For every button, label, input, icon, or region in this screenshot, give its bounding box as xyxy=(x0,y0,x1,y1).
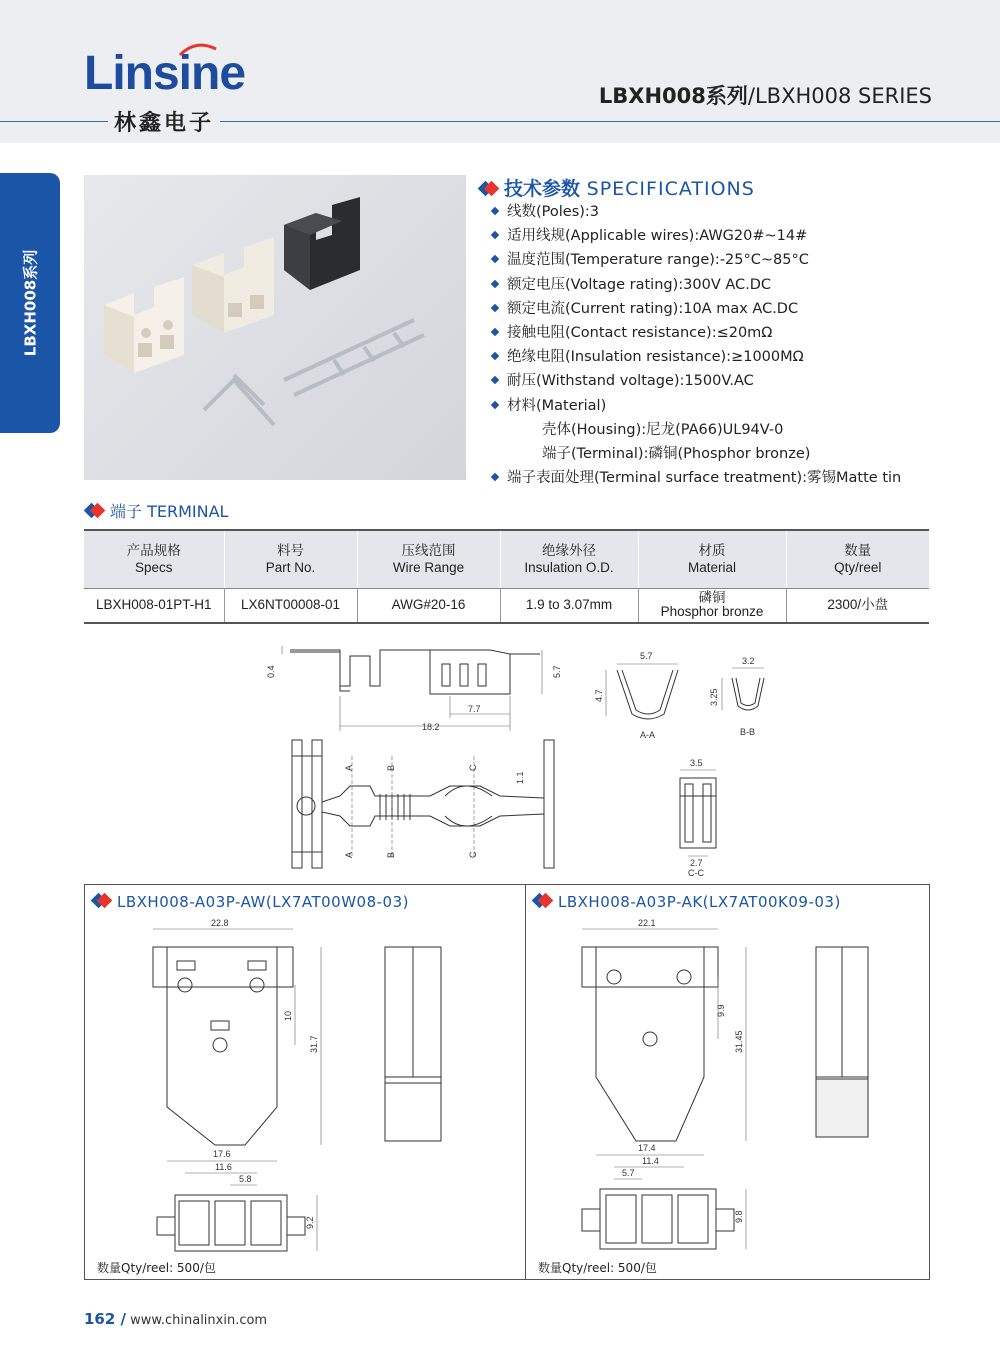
spec-poles: 线数(Poles):3 xyxy=(507,204,600,220)
spec-material: 材料(Material) xyxy=(507,397,607,414)
side-tab-label: LBXH008系列 xyxy=(21,249,40,357)
dim-ak-width: 22.1 xyxy=(638,918,656,928)
bullet-icon xyxy=(491,255,499,263)
dim-aw-pin-pitch: 5.8 xyxy=(239,1174,252,1184)
cell-material: 磷铜 Phosphor bronze xyxy=(638,588,786,623)
housing-ak-qty: 数量Qty/reel: 500/包 xyxy=(538,1261,657,1275)
bullet-icon xyxy=(491,207,499,215)
terminal-table xyxy=(84,529,929,624)
spec-item xyxy=(492,466,901,490)
column-header: 料号 Part No. xyxy=(224,530,357,588)
terminal-title: 端子 TERMINAL xyxy=(110,502,229,521)
specifications-title-en: SPECIFICATIONS xyxy=(586,178,755,200)
dim-ak-depth: 9.8 xyxy=(734,1210,744,1223)
page-header xyxy=(0,0,1000,143)
housing-aw-drawing xyxy=(135,917,465,1255)
dim-aw-bottom-width: 17.6 xyxy=(213,1149,231,1159)
footer-slash: / xyxy=(115,1310,127,1328)
dim-cc-width: 3.5 xyxy=(690,758,703,768)
diamond-bullet-icon xyxy=(93,894,111,908)
label-aa: A-A xyxy=(640,730,656,740)
column-header: 压线范围 Wire Range xyxy=(357,530,500,588)
dim-aw-depth: 9.2 xyxy=(305,1216,315,1229)
spec-item xyxy=(492,248,901,272)
label-c-bottom: C xyxy=(468,851,478,858)
bullet-icon xyxy=(491,231,499,239)
terminal-heading xyxy=(86,499,228,522)
footer-url[interactable]: www.chinalinxin.com xyxy=(130,1313,268,1328)
cell-wire-range: AWG#20-16 xyxy=(357,588,500,623)
product-photo xyxy=(84,175,466,480)
series-title-main: LBXH008系列 xyxy=(598,84,748,108)
spec-item xyxy=(492,321,901,345)
housing-aw-qty: 数量Qty/reel: 500/包 xyxy=(97,1261,216,1275)
spec-insulation-resistance: 绝缘电阻(Insulation resistance):≥1000MΩ xyxy=(507,349,804,366)
series-title-sub: /LBXH008 SERIES xyxy=(747,84,932,108)
dim-1-1: 1.1 xyxy=(515,771,525,784)
logo-chinese: 林鑫电子 xyxy=(108,106,220,137)
dim-ak-hole: 9.9 xyxy=(716,1004,726,1017)
dim-aw-hole: 10 xyxy=(283,1010,293,1021)
bullet-icon xyxy=(491,279,499,287)
diamond-bullet-icon xyxy=(534,894,552,908)
label-c-top: C xyxy=(468,764,478,771)
housing-ak-drawing xyxy=(566,917,896,1255)
spec-wires: 适用线规(Applicable wires):AWG20#~14# xyxy=(507,228,808,245)
side-series-tab xyxy=(0,173,60,433)
dim-ak-pin-pitch: 5.7 xyxy=(622,1168,635,1178)
white-housing-image-2 xyxy=(192,237,274,333)
spec-sub-item xyxy=(492,418,901,442)
bullet-icon xyxy=(491,376,499,384)
terminal-top-drawing xyxy=(280,736,570,876)
spec-withstand-voltage: 耐压(Withstand voltage):1500V.AC xyxy=(507,373,754,390)
label-b-bottom: B xyxy=(386,851,396,858)
dim-ak-bottom-width: 17.4 xyxy=(638,1143,656,1153)
white-housing-image-1 xyxy=(104,277,184,373)
housing-ak-panel xyxy=(525,884,930,1280)
dim-18-2: 18.2 xyxy=(422,722,440,732)
specification-list xyxy=(492,200,901,490)
diamond-bullet-icon xyxy=(86,504,104,518)
spec-item xyxy=(492,224,901,248)
dim-aa-width: 5.7 xyxy=(640,651,653,661)
page-number: 162 xyxy=(84,1310,116,1328)
spec-item xyxy=(492,200,901,224)
cell-spec: LBXH008-01PT-H1 xyxy=(84,588,224,623)
label-a-bottom: A xyxy=(344,851,354,858)
terminal-section-aa xyxy=(592,646,692,744)
housing-ak-title: LBXH008-A03P-AK(LX7AT00K09-03) xyxy=(534,893,841,911)
spec-contact-resistance: 接触电阻(Contact resistance):≤20mΩ xyxy=(507,324,773,341)
bullet-icon xyxy=(491,400,499,408)
spec-temperature: 温度范围(Temperature range):-25°C~85°C xyxy=(507,252,809,269)
terminal-side-drawing xyxy=(260,636,580,736)
dim-aw-pin-span: 11.6 xyxy=(215,1162,232,1172)
bullet-icon xyxy=(491,304,499,312)
spec-item xyxy=(492,297,901,321)
bullet-icon xyxy=(491,328,499,336)
terminal-strip-image xyxy=(204,320,424,425)
specifications-title-cn: 技术参数 xyxy=(504,178,581,200)
cell-qty: 2300/小盘 xyxy=(786,588,929,623)
spec-housing-material: 壳体(Housing):尼龙(PA66)UL94V-0 xyxy=(542,421,784,438)
product-illustration xyxy=(84,175,466,480)
dim-ak-height: 31.45 xyxy=(734,1030,744,1053)
spec-voltage: 额定电压(Voltage rating):300V AC.DC xyxy=(507,276,772,293)
specifications-heading xyxy=(480,174,755,201)
table-header-row xyxy=(84,530,929,588)
dim-cc-base: 2.7 xyxy=(690,858,703,868)
cell-insulation-od: 1.9 to 3.07mm xyxy=(500,588,638,623)
logo-swoosh-icon xyxy=(178,43,218,57)
spec-item xyxy=(492,394,901,418)
terminal-section-bb xyxy=(700,650,780,740)
cell-part-no: LX6NT00008-01 xyxy=(224,588,357,623)
label-b-top: B xyxy=(386,764,396,771)
logo-text: Linsine xyxy=(84,47,246,100)
table-row xyxy=(84,588,929,623)
spec-current: 额定电流(Current rating):10A max AC.DC xyxy=(507,300,799,317)
bullet-icon xyxy=(491,352,499,360)
spec-item xyxy=(492,345,901,369)
dim-aw-height: 31.7 xyxy=(309,1035,319,1053)
dim-bb-width: 3.2 xyxy=(742,656,755,666)
housing-aw-title: LBXH008-A03P-AW(LX7AT00W08-03) xyxy=(93,893,409,911)
spec-item xyxy=(492,273,901,297)
dim-aw-width: 22.8 xyxy=(211,918,229,928)
label-bb: B-B xyxy=(740,727,756,737)
spec-sub-item xyxy=(492,442,901,466)
dim-5-7: 5.7 xyxy=(552,665,562,678)
spec-terminal-material: 端子(Terminal):磷铜(Phosphor bronze) xyxy=(542,445,811,462)
terminal-section-cc xyxy=(668,756,728,880)
column-header: 产品规格 Specs xyxy=(84,530,224,588)
housing-aw-panel xyxy=(84,884,526,1280)
dim-aa-height: 4.7 xyxy=(594,689,604,702)
column-header: 绝缘外径 Insulation O.D. xyxy=(500,530,638,588)
label-a-top: A xyxy=(344,764,354,771)
spec-surface-treatment: 端子表面处理(Terminal surface treatment):雾锡Matte tin xyxy=(507,470,902,487)
series-title xyxy=(599,80,932,110)
dim-0-4: 0.4 xyxy=(266,665,276,678)
dim-bb-height: 3.25 xyxy=(709,688,719,706)
black-housing-image xyxy=(284,197,360,290)
dim-ak-pin-span: 11.4 xyxy=(642,1156,659,1166)
page-footer xyxy=(84,1310,267,1328)
bullet-icon xyxy=(491,473,499,481)
column-header: 材质 Material xyxy=(638,530,786,588)
spec-item xyxy=(492,369,901,393)
dim-7-7: 7.7 xyxy=(468,704,481,714)
diamond-bullet-icon xyxy=(480,182,498,196)
column-header: 数量 Qty/reel xyxy=(786,530,929,588)
label-cc: C-C xyxy=(688,868,704,878)
